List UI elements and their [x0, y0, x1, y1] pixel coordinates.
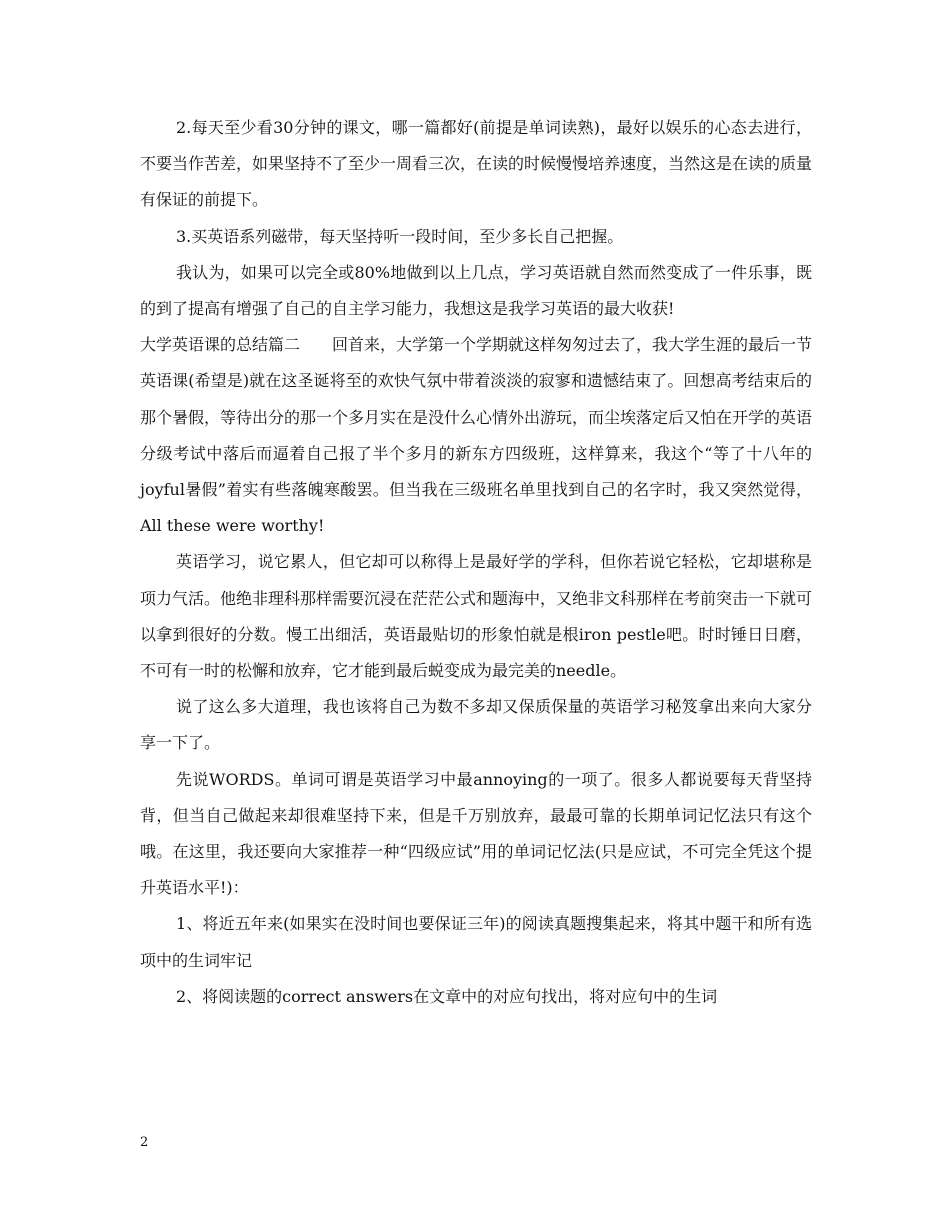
paragraph-tip-2: 2.每天至少看30分钟的课文，哪一篇都好(前提是单词读熟)，最好以娱乐的心态去进行，不要当作苦差，如果坚持不了至少一周看三次，在读的时候慢慢培养速度，当然这是在读的质量有保证的前提下。 [140, 118, 813, 210]
document-body [140, 110, 812, 1015]
paragraph-english-learning: 英语学习，说它累人，但它却可以称得上是最好学的学科，但你若说它轻松，它却堪称是项力气活。他绝非理科那样需要沉浸在茫茫公式和题海中，又绝非文科那样在考前突击一下就可以拿到很好的分数。慢工出细活，英语最贴切的形象怕就是根iron pestle吧。时时锤日日磨，不可有一时的松懈和放弃，它才能到最后蜕变成为最完美的needle。 [140, 552, 813, 681]
paragraph-tip-3: 3.买英语系列磁带，每天坚持听一段时间，至少多长自己把握。 [176, 226, 624, 246]
paragraph-conclusion: 我认为，如果可以完全或80%地做到以上几点，学习英语就自然而然变成了一件乐事，既的到了提高有增强了自己的自主学习能力，我想这是我学习英语的最大收获! [140, 262, 812, 319]
page-number: 2 [140, 1135, 149, 1150]
paragraph-method-1: 1、将近五年来(如果实在没时间也要保证三年)的阅读真题搜集起来，将其中题干和所有选项中的生词牢记 [140, 914, 812, 970]
paragraph-method-2: 2、将阅读题的correct answers在文章中的对应句找出，将对应句中的生词 [176, 986, 718, 1006]
paragraph-section-two-intro: 大学英语课的总结篇二 回首来，大学第一个学期就这样匆匆过去了，我大学生涯的最后一节英语课(希望是)就在这圣诞将至的欢快气氛中带着淡淡的寂寥和遗憾结束了。回想高考结束后的那个暑假，等待出分的那一个多月实在是没什么心情外出游玩，而尘埃落定后又怕在开学的英语分级考试中落后而逼着自己报了半个多月的新东方四级班，这样算来，我这个“等了十八年的joyful暑假”着实有些落魄寒酸罢。但当我在三级班名单里找到自己的名字时，我又突然觉得，All these were worthy! [140, 335, 813, 536]
paragraph-share-tips: 说了这么多大道理，我也该将自己为数不多却又保质保量的英语学习秘笈拿出来向大家分享一下了。 [140, 697, 812, 753]
paragraph-words: 先说WORDS。单词可谓是英语学习中最annoying的一项了。很多人都说要每天背坚持背，但当自己做起来却很难坚持下来，但是千万别放弃，最最可靠的长期单词记忆法只有这个哦。在这里，我还要向大家推荐一种“四级应试”用的单词记忆法(只是应试，不可完全凭这个提升英语水平!)： [140, 769, 812, 898]
